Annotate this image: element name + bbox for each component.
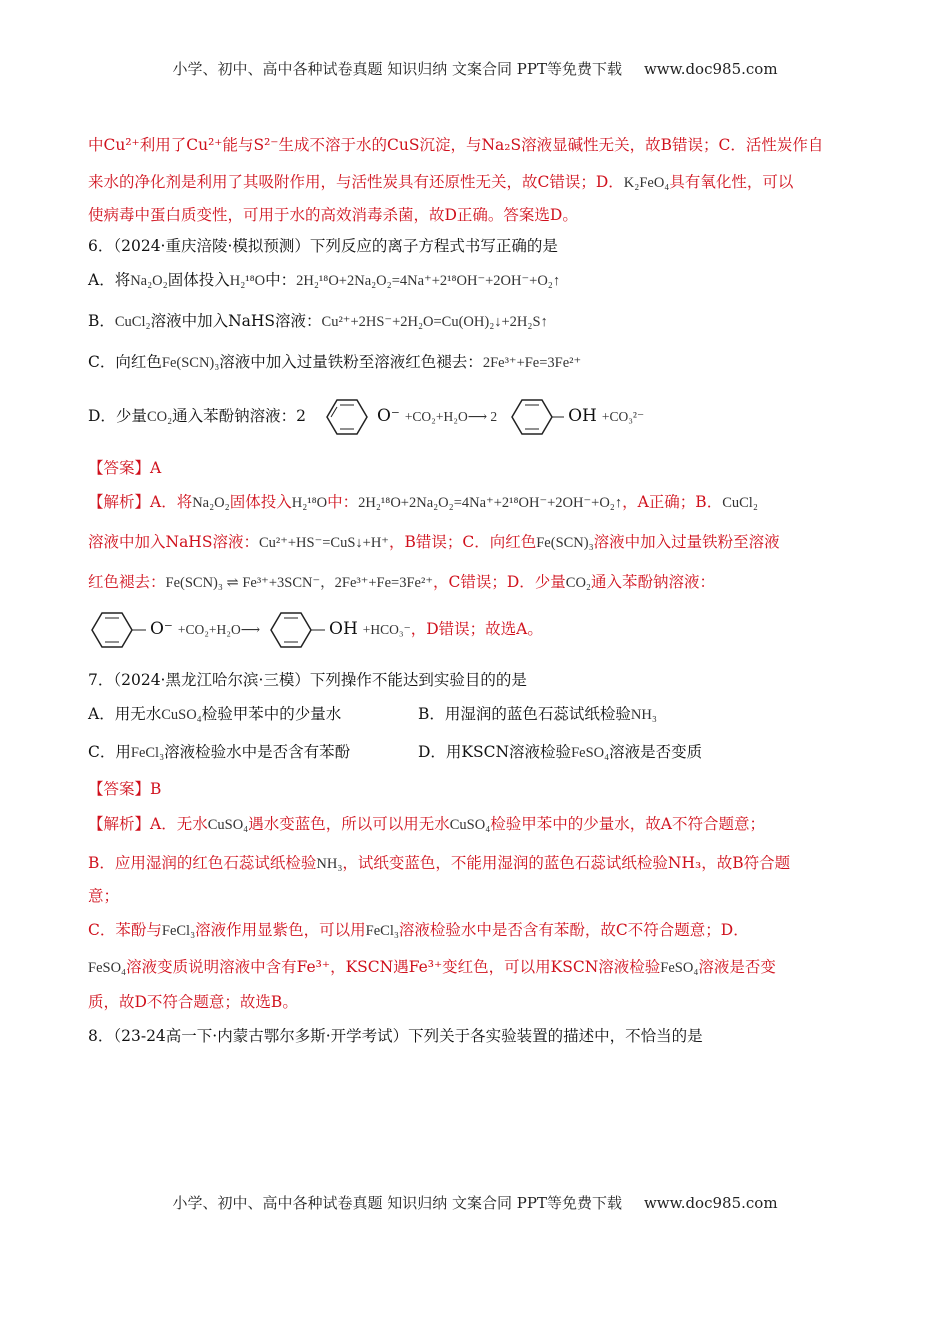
q6-explanation-line-3: 红色褪去：Fe(SCN)₃ ⇌ Fe³⁺+3SCN⁻，2Fe³⁺+Fe=3Fe²⁺，C错误；D．少量CO₂通入苯酚钠溶液： <box>88 573 715 591</box>
equation: Cu²⁺+2HS⁻+2H₂O=Cu(OH)₂↓+2H₂S↑ <box>321 314 548 330</box>
q7-explanation-line-4: C．苯酚与FeCl₃溶液作用显紫色，可以用FeCl₃溶液检验水中是否含有苯酚，故C不符合题意；D． <box>88 921 749 939</box>
benzene-ring-icon <box>88 606 150 654</box>
page-header <box>0 58 950 79</box>
q7-option-b: B．用湿润的蓝色石蕊试纸检验NH₃ <box>418 705 657 723</box>
q6-explanation-line-1: 【解析】A．将Na₂O₂固体投入H₂¹⁸O中：2H₂¹⁸O+2Na₂O₂=4Na⁺+2¹⁸OH⁻+2OH⁻+O₂↑，A正确；B．CuCl₂ <box>88 493 758 511</box>
equation: 2H₂¹⁸O+2Na₂O₂=4Na⁺+2¹⁸OH⁻+2OH⁻+O₂↑ <box>296 273 561 289</box>
q6-answer: 【答案】A <box>88 459 162 477</box>
q7-explanation-line-6: 质，故D不符合题意；故选B。 <box>88 993 298 1011</box>
equation: 2Fe³⁺+Fe=3Fe²⁺ <box>482 355 582 371</box>
q8-stem: 8．（23-24高一下·内蒙古鄂尔多斯·开学考试）下列关于各实验装置的描述中，不恰当的是 <box>88 1027 703 1045</box>
continuation-line-3: 使病毒中蛋白质变性，可用于水的高效消毒杀菌，故D正确。答案选D。 <box>88 206 578 224</box>
footer-text: 小学、初中、高中各种试卷真题 知识归纳 文案合同 PPT等免费下载 <box>172 1194 622 1212</box>
q7-option-c: C．用FeCl₃溶液检验水中是否含有苯酚 <box>88 743 351 761</box>
q7-stem: 7．（2024·黑龙江哈尔滨·三模）下列操作不能达到实验目的的是 <box>88 671 527 689</box>
q6-stem: 6．（2024·重庆涪陵·模拟预测）下列反应的离子方程式书写正确的是 <box>88 237 558 255</box>
header-url[interactable]: www.doc985.com <box>643 60 778 78</box>
q7-option-a: A．用无水CuSO₄检验甲苯中的少量水 <box>88 705 342 723</box>
benzene-ring-icon <box>311 392 377 442</box>
q7-explanation-line-1: 【解析】A．无水CuSO₄遇水变蓝色，所以可以用无水CuSO₄检验甲苯中的少量水，故A不符合题意； <box>88 815 765 833</box>
q7-explanation-line-5: FeSO₄溶液变质说明溶液中含有Fe³⁺，KSCN遇Fe³⁺变红色，可以用KSCN溶液检验FeSO₄溶液是否变 <box>88 958 776 976</box>
footer-url[interactable]: www.doc985.com <box>643 1194 778 1212</box>
header-text: 小学、初中、高中各种试卷真题 知识归纳 文案合同 PPT等免费下载 <box>172 60 622 78</box>
page-footer <box>0 1192 950 1213</box>
benzene-ring-icon <box>502 392 568 442</box>
benzene-ring-icon <box>265 606 329 654</box>
q7-answer: 【答案】B <box>88 780 162 798</box>
continuation-line-1: 中Cu²⁺利用了Cu²⁺能与S²⁻生成不溶于水的CuS沉淀，与Na₂S溶液显碱性无关，故B错误；C．活性炭作自 <box>88 136 824 154</box>
q6-option-a: A．将Na₂O₂固体投入H₂¹⁸O中：2H₂¹⁸O+2Na₂O₂=4Na⁺+2¹⁸OH⁻+2OH⁻+O₂↑ <box>88 271 561 289</box>
q6-explanation-line-4: O⁻ +CO₂+H₂O⟶ OH +HCO₃⁻，D错误；故选A。 <box>88 606 543 654</box>
continuation-line-2: 来水的净化剂是利用了其吸附作用，与活性炭具有还原性无关，故C错误；D．K₂FeO₄具有氧化性，可以 <box>88 173 794 191</box>
q7-option-d: D．用KSCN溶液检验FeSO₄溶液是否变质 <box>418 743 703 761</box>
q6-explanation-line-2: 溶液中加入NaHS溶液：Cu²⁺+HS⁻=CuS↓+H⁺，B错误；C．向红色Fe(SCN)₃溶液中加入过量铁粉至溶液 <box>88 533 780 551</box>
formula: K₂FeO₄ <box>623 175 670 191</box>
q7-explanation-line-2: B．应用湿润的红色石蕊试纸检验NH₃，试纸变蓝色，不能用湿润的蓝色石蕊试纸检验NH₃，故B符合题 <box>88 854 791 872</box>
q6-option-d: D．少量CO₂通入苯酚钠溶液：2 O⁻ +CO₂+H₂O⟶ 2 OH +CO₃²⁻ <box>88 392 644 442</box>
q6-option-b: B．CuCl₂溶液中加入NaHS溶液：Cu²⁺+2HS⁻+2H₂O=Cu(OH)₂↓+2H₂S↑ <box>88 312 548 330</box>
q7-explanation-line-3: 意； <box>88 887 120 905</box>
q6-option-c: C．向红色Fe(SCN)₃溶液中加入过量铁粉至溶液红色褪去：2Fe³⁺+Fe=3Fe²⁺ <box>88 353 582 371</box>
